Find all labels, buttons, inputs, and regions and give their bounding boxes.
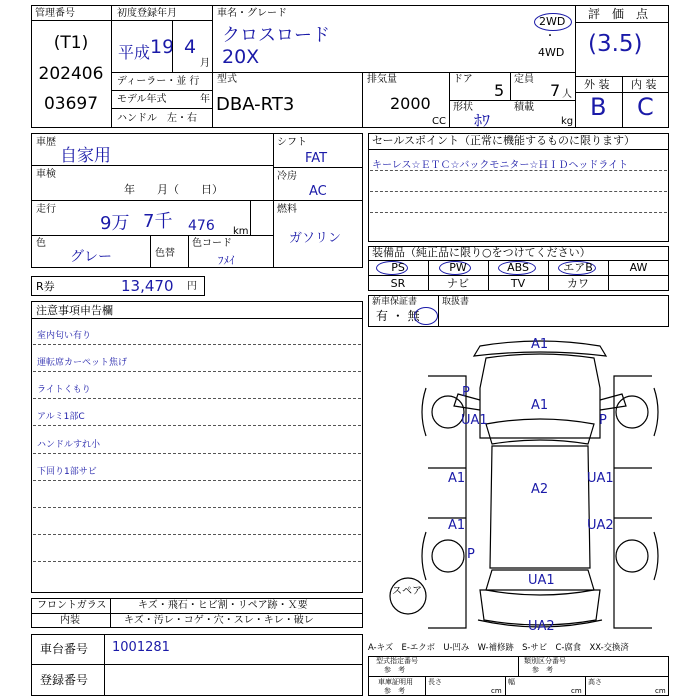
equipment-label: 装備品（純正品に限り○をつけてください） xyxy=(372,246,591,259)
interior-grade: C xyxy=(637,93,654,121)
rating-score: (3.5) xyxy=(588,31,643,57)
mileage-sen: 7千 xyxy=(143,211,173,232)
shift: FAT xyxy=(305,151,328,166)
type-designation-label: 型式指定番号 xyxy=(376,657,418,665)
garage-cert-ref: 参 考 xyxy=(384,687,405,695)
month-unit: 月 xyxy=(200,58,210,69)
mgmt-code: (T1) xyxy=(53,33,89,53)
drive-4wd: 4WD xyxy=(538,46,565,59)
history-label: 車歴 xyxy=(36,137,56,148)
car-name-label: 車名・グレード xyxy=(217,8,287,19)
mileage-label: 走行 xyxy=(36,204,56,215)
first-reg-label: 初度登録年月 xyxy=(117,8,177,19)
color: グレー xyxy=(70,249,112,265)
color-label: 色 xyxy=(36,238,46,249)
mileage-man: 9万 xyxy=(100,213,130,234)
equip-aw: AW xyxy=(629,261,648,274)
shape-label: 形状 xyxy=(453,102,473,113)
reg-number-label: 登録番号 xyxy=(40,673,89,687)
equip-pw: PW xyxy=(449,261,467,274)
mark-right-front-wheel: P xyxy=(599,413,607,428)
color-code: ﾌﾒｲ xyxy=(218,254,235,267)
km-unit: km xyxy=(233,226,249,237)
door-label: ドア xyxy=(453,74,473,85)
mark-hood: A1 xyxy=(531,398,549,413)
equip-abs: ABS xyxy=(507,261,529,274)
reg-month: 4 xyxy=(184,36,197,58)
note-4: アルミ1部C xyxy=(37,412,85,422)
exterior-label: 外 装 xyxy=(584,78,610,91)
inspection-label: 車検 xyxy=(36,169,56,180)
year-unit: 年 xyxy=(200,94,210,105)
mark-rear-bumper: UA2 xyxy=(528,619,555,634)
drive-2wd: 2WD xyxy=(539,15,566,28)
warranty-none-circle xyxy=(414,307,438,325)
handle-label: ハンドル 左・右 xyxy=(117,113,197,124)
warranty-label: 新車保証書 xyxy=(372,297,418,307)
displacement: 2000 xyxy=(390,94,431,113)
garage-cert-label: 車庫証明用 xyxy=(378,678,413,686)
yen-unit: 円 xyxy=(187,281,197,292)
capacity-unit: 人 xyxy=(562,89,572,100)
model: DBA-RT3 xyxy=(216,94,295,115)
cc-unit: CC xyxy=(432,116,446,127)
chassis-label: 車台番号 xyxy=(40,642,89,656)
inspection: 年 月（ 日） xyxy=(124,183,223,196)
car-name: クロスロード xyxy=(222,25,330,46)
note-2: 運転席カーペット焦げ xyxy=(37,358,128,368)
notes-label: 注意事項申告欄 xyxy=(36,304,113,317)
mgmt-number-2: 03697 xyxy=(43,94,99,114)
length-unit: cm xyxy=(491,687,502,695)
dealer-label: ディーラー・並 行 xyxy=(117,76,200,87)
equip-navi: ナビ xyxy=(447,277,469,290)
spare-label: スペア xyxy=(392,586,422,597)
car-grade: 20X xyxy=(222,46,260,68)
mark-tailgate: UA1 xyxy=(528,573,555,588)
model-label: 型式 xyxy=(217,74,237,85)
height-unit: cm xyxy=(655,687,666,695)
mark-left-front-door: A1 xyxy=(448,471,466,486)
load-label: 積載 xyxy=(514,102,534,113)
r-ticket-box xyxy=(31,276,205,296)
warranty-value: 有 ・ 無 xyxy=(376,309,420,323)
width-label: 幅 xyxy=(508,678,515,686)
header-table xyxy=(31,5,669,128)
equip-airbag: エアB xyxy=(563,261,593,274)
mark-left-rear-wheel: P xyxy=(467,547,475,562)
shape: ﾎﾜ xyxy=(474,111,491,130)
r-amount: 13,470 xyxy=(121,277,174,295)
mark-right-front-door: UA1 xyxy=(587,471,614,486)
kg-unit: kg xyxy=(561,116,574,127)
interior-cond-value: キズ・汚レ・コゲ・穴・スレ・キレ・破レ xyxy=(124,615,314,626)
capacity-label: 定員 xyxy=(514,74,534,85)
note-5: ハンドルすれ小 xyxy=(37,440,101,450)
mark-left-front-fender: UA1 xyxy=(461,413,488,428)
shift-label: シフト xyxy=(277,137,307,148)
width-unit: cm xyxy=(571,687,582,695)
exterior-grade: B xyxy=(590,93,607,121)
reg-year: 19 xyxy=(150,36,175,58)
ac-label: 冷房 xyxy=(277,171,297,182)
r-label: R券 xyxy=(36,280,55,293)
displacement-label: 排気量 xyxy=(367,74,397,85)
front-glass-value: キズ・飛石・ヒビ割・リペア跡・Ｘ要 xyxy=(138,600,308,611)
sales-points-label: セールスポイント（正常に機能するものに限ります） xyxy=(372,134,636,147)
equip-ps: PS xyxy=(391,261,405,274)
fuel-label: 燃料 xyxy=(277,204,297,215)
equip-tv: TV xyxy=(510,277,526,290)
interior-label: 内 装 xyxy=(631,78,657,91)
length-label: 長さ xyxy=(428,678,442,686)
model-year-label: モデル年式 xyxy=(117,94,167,105)
equip-sr: SR xyxy=(390,277,406,290)
ac: AC xyxy=(309,184,327,199)
manual-label: 取扱書 xyxy=(442,297,470,307)
chassis-number: 1001281 xyxy=(112,640,170,655)
mgmt-label: 管理番号 xyxy=(35,8,75,19)
equip-leather: カワ xyxy=(567,277,589,290)
drive-dot: ・ xyxy=(545,31,555,42)
note-3: ライトくもり xyxy=(37,385,91,395)
color-change-label: 色替 xyxy=(155,248,175,259)
front-glass-label: フロントガラス xyxy=(37,600,107,611)
mark-roof: A2 xyxy=(531,482,549,497)
note-1: 室内匂い有り xyxy=(37,331,92,341)
capacity: 7 xyxy=(550,81,561,100)
damage-legend: A-キズ E-エクボ U-凹み W-補修跡 S-サビ C-腐食 XX-交換済 xyxy=(368,642,629,652)
note-6: 下回り1部サビ xyxy=(37,467,97,477)
mark-left-rear-door: A1 xyxy=(448,518,466,533)
mgmt-number-1: 202406 xyxy=(38,64,104,84)
category-ref: 参 考 xyxy=(532,666,553,674)
mark-front-bumper: A1 xyxy=(531,337,549,352)
mark-right-rear-door: UA2 xyxy=(587,518,614,533)
doors: 5 xyxy=(494,81,505,100)
color-code-label: 色コード xyxy=(192,238,232,249)
category-label: 類別区分番号 xyxy=(524,657,566,665)
era: 平成 xyxy=(118,43,151,62)
fuel: ガソリン xyxy=(289,231,342,246)
height-label: 高さ xyxy=(588,678,602,686)
sales-points-text: キーレス☆ＥＴＣ☆バックモニター☆ＨＩＤヘッドライト xyxy=(372,160,629,171)
mark-left-front-wheel: P xyxy=(462,385,470,400)
type-designation-ref: 参 考 xyxy=(384,666,405,674)
rating-label: 評 価 点 xyxy=(588,7,649,21)
interior-cond-label: 内装 xyxy=(60,615,80,626)
mileage-rest: 476 xyxy=(188,218,215,234)
history: 自家用 xyxy=(60,146,111,166)
